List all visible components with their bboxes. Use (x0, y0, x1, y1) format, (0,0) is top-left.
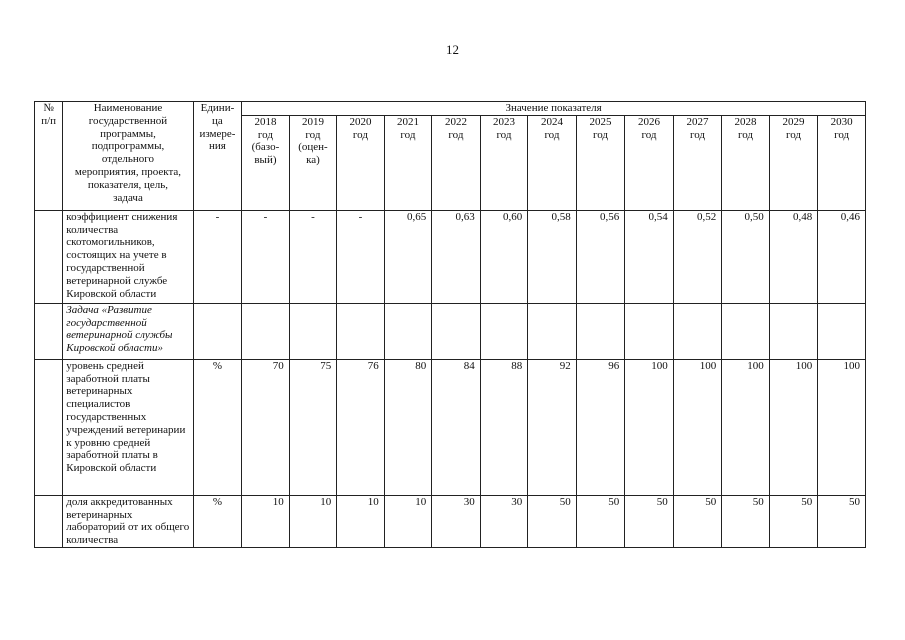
row-value-cell: 76 (337, 359, 385, 495)
row-name-cell: Задача «Развитие государственной ветеринарной службы Кировской области» (63, 303, 193, 359)
row-value-cell: 50 (722, 495, 770, 547)
row-value-cell: 0,48 (769, 210, 818, 303)
header-unit: Едини- ца измере- ния (193, 102, 242, 211)
header-year: 2022 год (432, 115, 481, 210)
row-num-cell (35, 210, 63, 303)
header-num: № п/п (35, 102, 63, 211)
row-num-cell (35, 495, 63, 547)
row-value-cell (673, 303, 722, 359)
row-value-cell: 30 (432, 495, 481, 547)
row-num-cell (35, 303, 63, 359)
header-year: 2026 год (625, 115, 674, 210)
table-row (35, 495, 866, 547)
row-value-cell (576, 303, 625, 359)
row-value-cell (722, 303, 770, 359)
header-year: 2027 год (673, 115, 722, 210)
row-value-cell: 50 (528, 495, 577, 547)
row-value-cell: 0,63 (432, 210, 481, 303)
row-num-cell (35, 359, 63, 495)
row-value-cell: 84 (432, 359, 481, 495)
row-value-cell: 50 (818, 495, 866, 547)
row-unit-cell: % (193, 359, 242, 495)
header-year: 2020 год (337, 115, 385, 210)
header-year: 2030 год (818, 115, 866, 210)
table-row (35, 303, 866, 359)
row-value-cell: 10 (337, 495, 385, 547)
row-value-cell: 50 (576, 495, 625, 547)
header-year: 2023 год (480, 115, 528, 210)
row-value-cell: 100 (818, 359, 866, 495)
row-value-cell: 0,65 (384, 210, 432, 303)
row-value-cell: 0,46 (818, 210, 866, 303)
table-row (35, 210, 866, 303)
indicators-table (34, 101, 866, 548)
row-value-cell: - (289, 210, 337, 303)
row-value-cell: 10 (384, 495, 432, 547)
header-year: 2021 год (384, 115, 432, 210)
row-value-cell (625, 303, 674, 359)
row-unit-cell (193, 303, 242, 359)
row-value-cell: 100 (722, 359, 770, 495)
row-value-cell: 0,52 (673, 210, 722, 303)
row-value-cell: 10 (242, 495, 290, 547)
page-number: 12 (446, 42, 459, 57)
row-name-cell: коэффициент снижения количества скотомогильников, состоящих на учете в государственной ветеринарной службе Кировской области (63, 210, 193, 303)
row-value-cell (818, 303, 866, 359)
row-value-cell: 100 (673, 359, 722, 495)
row-value-cell: 0,58 (528, 210, 577, 303)
row-value-cell: 88 (480, 359, 528, 495)
row-value-cell (289, 303, 337, 359)
row-unit-cell: - (193, 210, 242, 303)
row-name-cell: доля аккредитованных ветеринарных лабораторий от их общего количества (63, 495, 193, 547)
row-value-cell: 92 (528, 359, 577, 495)
row-value-cell: - (337, 210, 385, 303)
row-value-cell (432, 303, 481, 359)
row-value-cell: 96 (576, 359, 625, 495)
row-name-cell: уровень средней заработной платы ветеринарных специалистов государственных учреждений ветеринарии к уровню средней заработной платы в Кировской области (63, 359, 193, 495)
row-value-cell: 0,54 (625, 210, 674, 303)
row-value-cell: 0,60 (480, 210, 528, 303)
row-value-cell: 80 (384, 359, 432, 495)
row-value-cell: - (242, 210, 290, 303)
row-value-cell: 0,50 (722, 210, 770, 303)
header-year: 2028 год (722, 115, 770, 210)
row-value-cell: 50 (673, 495, 722, 547)
table-row (35, 359, 866, 495)
row-value-cell: 75 (289, 359, 337, 495)
header-year: 2024 год (528, 115, 577, 210)
row-value-cell: 50 (769, 495, 818, 547)
row-unit-cell: % (193, 495, 242, 547)
row-value-cell: 100 (769, 359, 818, 495)
row-value-cell: 10 (289, 495, 337, 547)
row-value-cell: 30 (480, 495, 528, 547)
row-value-cell: 100 (625, 359, 674, 495)
row-value-cell (769, 303, 818, 359)
header-year: 2019 год (оцен- ка) (289, 115, 337, 210)
header-year: 2029 год (769, 115, 818, 210)
row-value-cell: 50 (625, 495, 674, 547)
row-value-cell (528, 303, 577, 359)
header-year: 2018 год (базо- вый) (242, 115, 290, 210)
row-value-cell: 70 (242, 359, 290, 495)
row-value-cell: 0,56 (576, 210, 625, 303)
table-header (35, 102, 866, 211)
header-year: 2025 год (576, 115, 625, 210)
header-group: Значение показателя (242, 102, 866, 116)
row-value-cell (384, 303, 432, 359)
row-value-cell (242, 303, 290, 359)
row-value-cell (337, 303, 385, 359)
header-name: Наименование государственной программы, подпрограммы, отдельного мероприятия, проекта, показателя, цель, задача (63, 102, 193, 211)
table-body (35, 210, 866, 547)
row-value-cell (480, 303, 528, 359)
